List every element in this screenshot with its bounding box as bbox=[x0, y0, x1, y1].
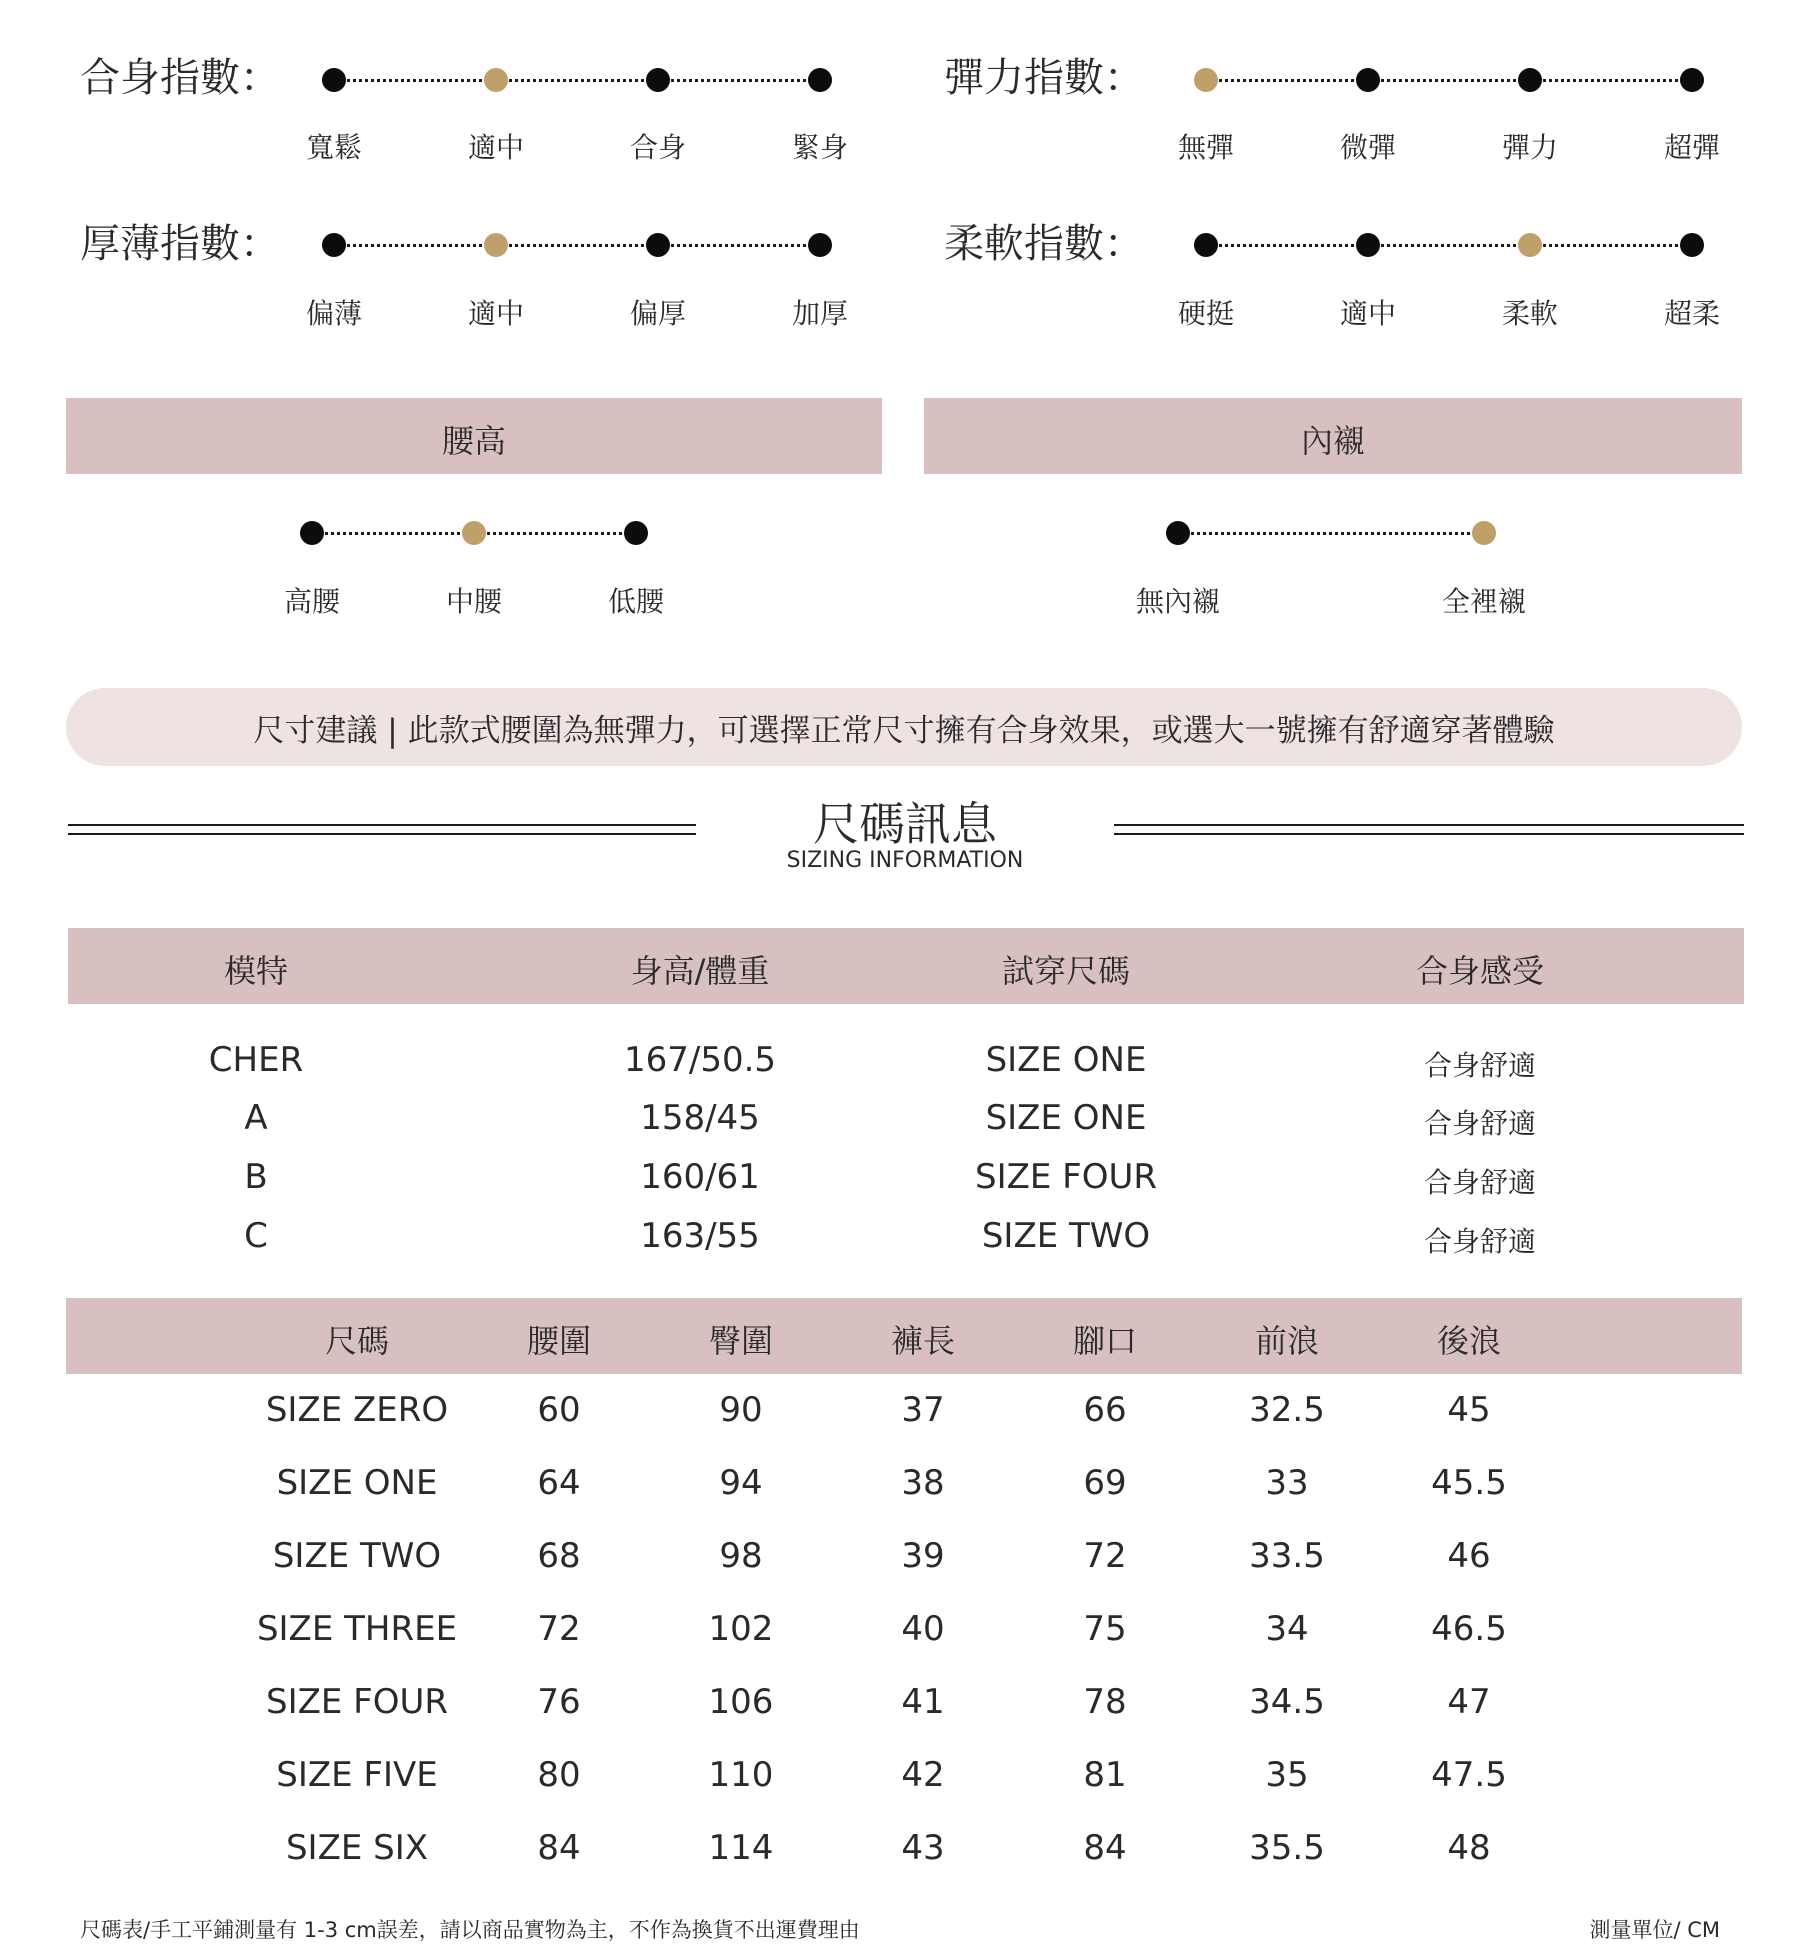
size-hip: 102 bbox=[708, 1609, 774, 1649]
stretch-index-dot-3 bbox=[1518, 68, 1542, 92]
model-header-fit-feel: 合身感受 bbox=[1415, 952, 1544, 990]
lining-dot-1 bbox=[1166, 521, 1190, 545]
waist-height-label-3: 低腰 bbox=[607, 585, 664, 618]
sizing-subtitle: SIZING INFORMATION bbox=[786, 848, 1024, 873]
stretch-index-dot-2 bbox=[1356, 68, 1380, 92]
size-back-rise: 46.5 bbox=[1431, 1609, 1507, 1649]
size-back-rise: 45 bbox=[1447, 1390, 1491, 1430]
size-waist: 60 bbox=[537, 1390, 581, 1430]
size-hip: 110 bbox=[708, 1755, 774, 1795]
heading-rule-left-1 bbox=[68, 824, 696, 826]
size-length: 38 bbox=[901, 1463, 945, 1503]
model-size: SIZE TWO bbox=[981, 1216, 1151, 1256]
size-header-back-rise: 後浪 bbox=[1436, 1322, 1501, 1360]
size-name: SIZE THREE bbox=[256, 1609, 458, 1649]
size-length: 40 bbox=[901, 1609, 945, 1649]
softness-index-dot-3-active bbox=[1518, 233, 1542, 257]
size-header-waist: 腰圍 bbox=[526, 1322, 591, 1360]
size-header-hem: 腳口 bbox=[1072, 1322, 1137, 1360]
size-name: SIZE SIX bbox=[285, 1828, 429, 1868]
waist-height-title: 腰高 bbox=[441, 422, 506, 460]
lining-track bbox=[1178, 532, 1484, 535]
heading-rule-left-2 bbox=[68, 833, 696, 835]
softness-index-label-3: 柔軟 bbox=[1501, 297, 1558, 330]
thickness-index-track bbox=[334, 244, 818, 247]
size-front-rise: 34 bbox=[1265, 1609, 1309, 1649]
waist-height-label-2: 中腰 bbox=[445, 585, 502, 618]
model-size: SIZE ONE bbox=[985, 1040, 1147, 1080]
size-hem: 66 bbox=[1083, 1390, 1127, 1430]
model-header-model: 模特 bbox=[223, 952, 288, 990]
fit-index-label-1: 寬鬆 bbox=[305, 131, 362, 164]
model-fit: 合身舒適 bbox=[1423, 1166, 1536, 1199]
size-header-front-rise: 前浪 bbox=[1254, 1322, 1319, 1360]
size-back-rise: 48 bbox=[1447, 1828, 1491, 1868]
fit-index-track bbox=[334, 79, 818, 82]
thickness-index-title: 厚薄指數： bbox=[80, 221, 280, 267]
size-header-length: 褲長 bbox=[890, 1322, 955, 1360]
size-hem: 78 bbox=[1083, 1682, 1127, 1722]
size-hip: 94 bbox=[719, 1463, 763, 1503]
footer-note: 尺碼表/手工平鋪測量有 1-3 cm誤差，請以商品實物為主，不作為換貨不出運費理由 bbox=[80, 1918, 860, 1942]
model-name: A bbox=[244, 1098, 268, 1138]
softness-index-label-2: 適中 bbox=[1339, 297, 1396, 330]
softness-index-title: 柔軟指數： bbox=[944, 221, 1144, 267]
size-hem: 75 bbox=[1083, 1609, 1127, 1649]
size-front-rise: 33.5 bbox=[1249, 1536, 1325, 1576]
fit-index-dot-1 bbox=[322, 68, 346, 92]
size-waist: 80 bbox=[537, 1755, 581, 1795]
softness-index-track bbox=[1206, 244, 1690, 247]
footer-unit: 測量單位/ CM bbox=[1589, 1918, 1720, 1942]
fit-index-label-4: 緊身 bbox=[791, 131, 848, 164]
size-length: 41 bbox=[901, 1682, 945, 1722]
fit-index-dot-4 bbox=[808, 68, 832, 92]
stretch-index-track bbox=[1206, 79, 1690, 82]
size-length: 42 bbox=[901, 1755, 945, 1795]
size-waist: 68 bbox=[537, 1536, 581, 1576]
size-waist: 64 bbox=[537, 1463, 581, 1503]
heading-rule-right-1 bbox=[1114, 824, 1744, 826]
lining-dot-2-active bbox=[1472, 521, 1496, 545]
size-header-size: 尺碼 bbox=[324, 1322, 389, 1360]
size-length: 39 bbox=[901, 1536, 945, 1576]
size-front-rise: 32.5 bbox=[1249, 1390, 1325, 1430]
thickness-index-dot-2-active bbox=[484, 233, 508, 257]
size-front-rise: 33 bbox=[1265, 1463, 1309, 1503]
size-length: 37 bbox=[901, 1390, 945, 1430]
thickness-index-label-1: 偏薄 bbox=[305, 297, 362, 330]
size-waist: 84 bbox=[537, 1828, 581, 1868]
size-hip: 98 bbox=[719, 1536, 763, 1576]
stretch-index-title: 彈力指數： bbox=[944, 55, 1144, 101]
size-hip: 106 bbox=[708, 1682, 774, 1722]
model-fit: 合身舒適 bbox=[1423, 1049, 1536, 1082]
size-back-rise: 46 bbox=[1447, 1536, 1491, 1576]
size-front-rise: 35.5 bbox=[1249, 1828, 1325, 1868]
size-length: 43 bbox=[901, 1828, 945, 1868]
model-fit: 合身舒適 bbox=[1423, 1107, 1536, 1140]
model-name: C bbox=[244, 1216, 268, 1256]
stretch-index-label-1: 無彈 bbox=[1177, 131, 1234, 164]
size-waist: 76 bbox=[537, 1682, 581, 1722]
lining-label-2: 全裡襯 bbox=[1441, 585, 1526, 618]
model-height-weight: 158/45 bbox=[640, 1098, 760, 1138]
waist-height-label-1: 高腰 bbox=[283, 585, 340, 618]
stretch-index-label-2: 微彈 bbox=[1339, 131, 1396, 164]
model-header-size-tried: 試穿尺碼 bbox=[1001, 952, 1130, 990]
thickness-index-label-4: 加厚 bbox=[791, 297, 848, 330]
size-back-rise: 47.5 bbox=[1431, 1755, 1507, 1795]
heading-rule-right-2 bbox=[1114, 833, 1744, 835]
sizing-title: 尺碼訊息 bbox=[813, 797, 997, 851]
size-name: SIZE ONE bbox=[276, 1463, 438, 1503]
fit-index-dot-2-active bbox=[484, 68, 508, 92]
size-name: SIZE ZERO bbox=[265, 1390, 449, 1430]
stretch-index-label-3: 彈力 bbox=[1501, 131, 1558, 164]
size-hip: 90 bbox=[719, 1390, 763, 1430]
softness-index-dot-1 bbox=[1194, 233, 1218, 257]
model-height-weight: 163/55 bbox=[640, 1216, 760, 1256]
model-size: SIZE ONE bbox=[985, 1098, 1147, 1138]
size-advice-text: 尺寸建議 | 此款式腰圍為無彈力，可選擇正常尺寸擁有合身效果，或選大一號擁有舒適穿著體驗 bbox=[253, 713, 1555, 749]
softness-index-dot-4 bbox=[1680, 233, 1704, 257]
thickness-index-dot-4 bbox=[808, 233, 832, 257]
thickness-index-label-3: 偏厚 bbox=[629, 297, 686, 330]
waist-height-dot-2-active bbox=[462, 521, 486, 545]
softness-index-label-4: 超柔 bbox=[1663, 297, 1720, 330]
waist-height-dot-1 bbox=[300, 521, 324, 545]
stretch-index-label-4: 超彈 bbox=[1663, 131, 1720, 164]
size-hem: 81 bbox=[1083, 1755, 1127, 1795]
size-name: SIZE FOUR bbox=[265, 1682, 449, 1722]
thickness-index-dot-1 bbox=[322, 233, 346, 257]
softness-index-label-1: 硬挺 bbox=[1177, 297, 1234, 330]
stretch-index-dot-4 bbox=[1680, 68, 1704, 92]
softness-index-dot-2 bbox=[1356, 233, 1380, 257]
model-height-weight: 167/50.5 bbox=[623, 1040, 777, 1080]
size-hem: 84 bbox=[1083, 1828, 1127, 1868]
size-name: SIZE FIVE bbox=[276, 1755, 438, 1795]
model-size: SIZE FOUR bbox=[974, 1157, 1158, 1197]
fit-index-dot-3 bbox=[646, 68, 670, 92]
size-front-rise: 35 bbox=[1265, 1755, 1309, 1795]
size-back-rise: 45.5 bbox=[1431, 1463, 1507, 1503]
lining-label-1: 無內襯 bbox=[1135, 585, 1220, 618]
size-waist: 72 bbox=[537, 1609, 581, 1649]
thickness-index-label-2: 適中 bbox=[467, 297, 524, 330]
stretch-index-dot-1-active bbox=[1194, 68, 1218, 92]
model-fit: 合身舒適 bbox=[1423, 1225, 1536, 1258]
size-hip: 114 bbox=[708, 1828, 774, 1868]
fit-index-label-2: 適中 bbox=[467, 131, 524, 164]
thickness-index-dot-3 bbox=[646, 233, 670, 257]
size-header-hip: 臀圍 bbox=[708, 1322, 773, 1360]
fit-index-label-3: 合身 bbox=[629, 131, 686, 164]
size-hem: 69 bbox=[1083, 1463, 1127, 1503]
model-height-weight: 160/61 bbox=[640, 1157, 760, 1197]
size-hem: 72 bbox=[1083, 1536, 1127, 1576]
model-header-height-weight: 身高/體重 bbox=[630, 952, 770, 990]
waist-height-dot-3 bbox=[624, 521, 648, 545]
size-name: SIZE TWO bbox=[272, 1536, 442, 1576]
model-name: B bbox=[244, 1157, 268, 1197]
lining-title: 內襯 bbox=[1300, 422, 1365, 460]
fit-index-title: 合身指數： bbox=[80, 55, 280, 101]
size-back-rise: 47 bbox=[1447, 1682, 1491, 1722]
model-name: CHER bbox=[208, 1040, 304, 1080]
size-front-rise: 34.5 bbox=[1249, 1682, 1325, 1722]
